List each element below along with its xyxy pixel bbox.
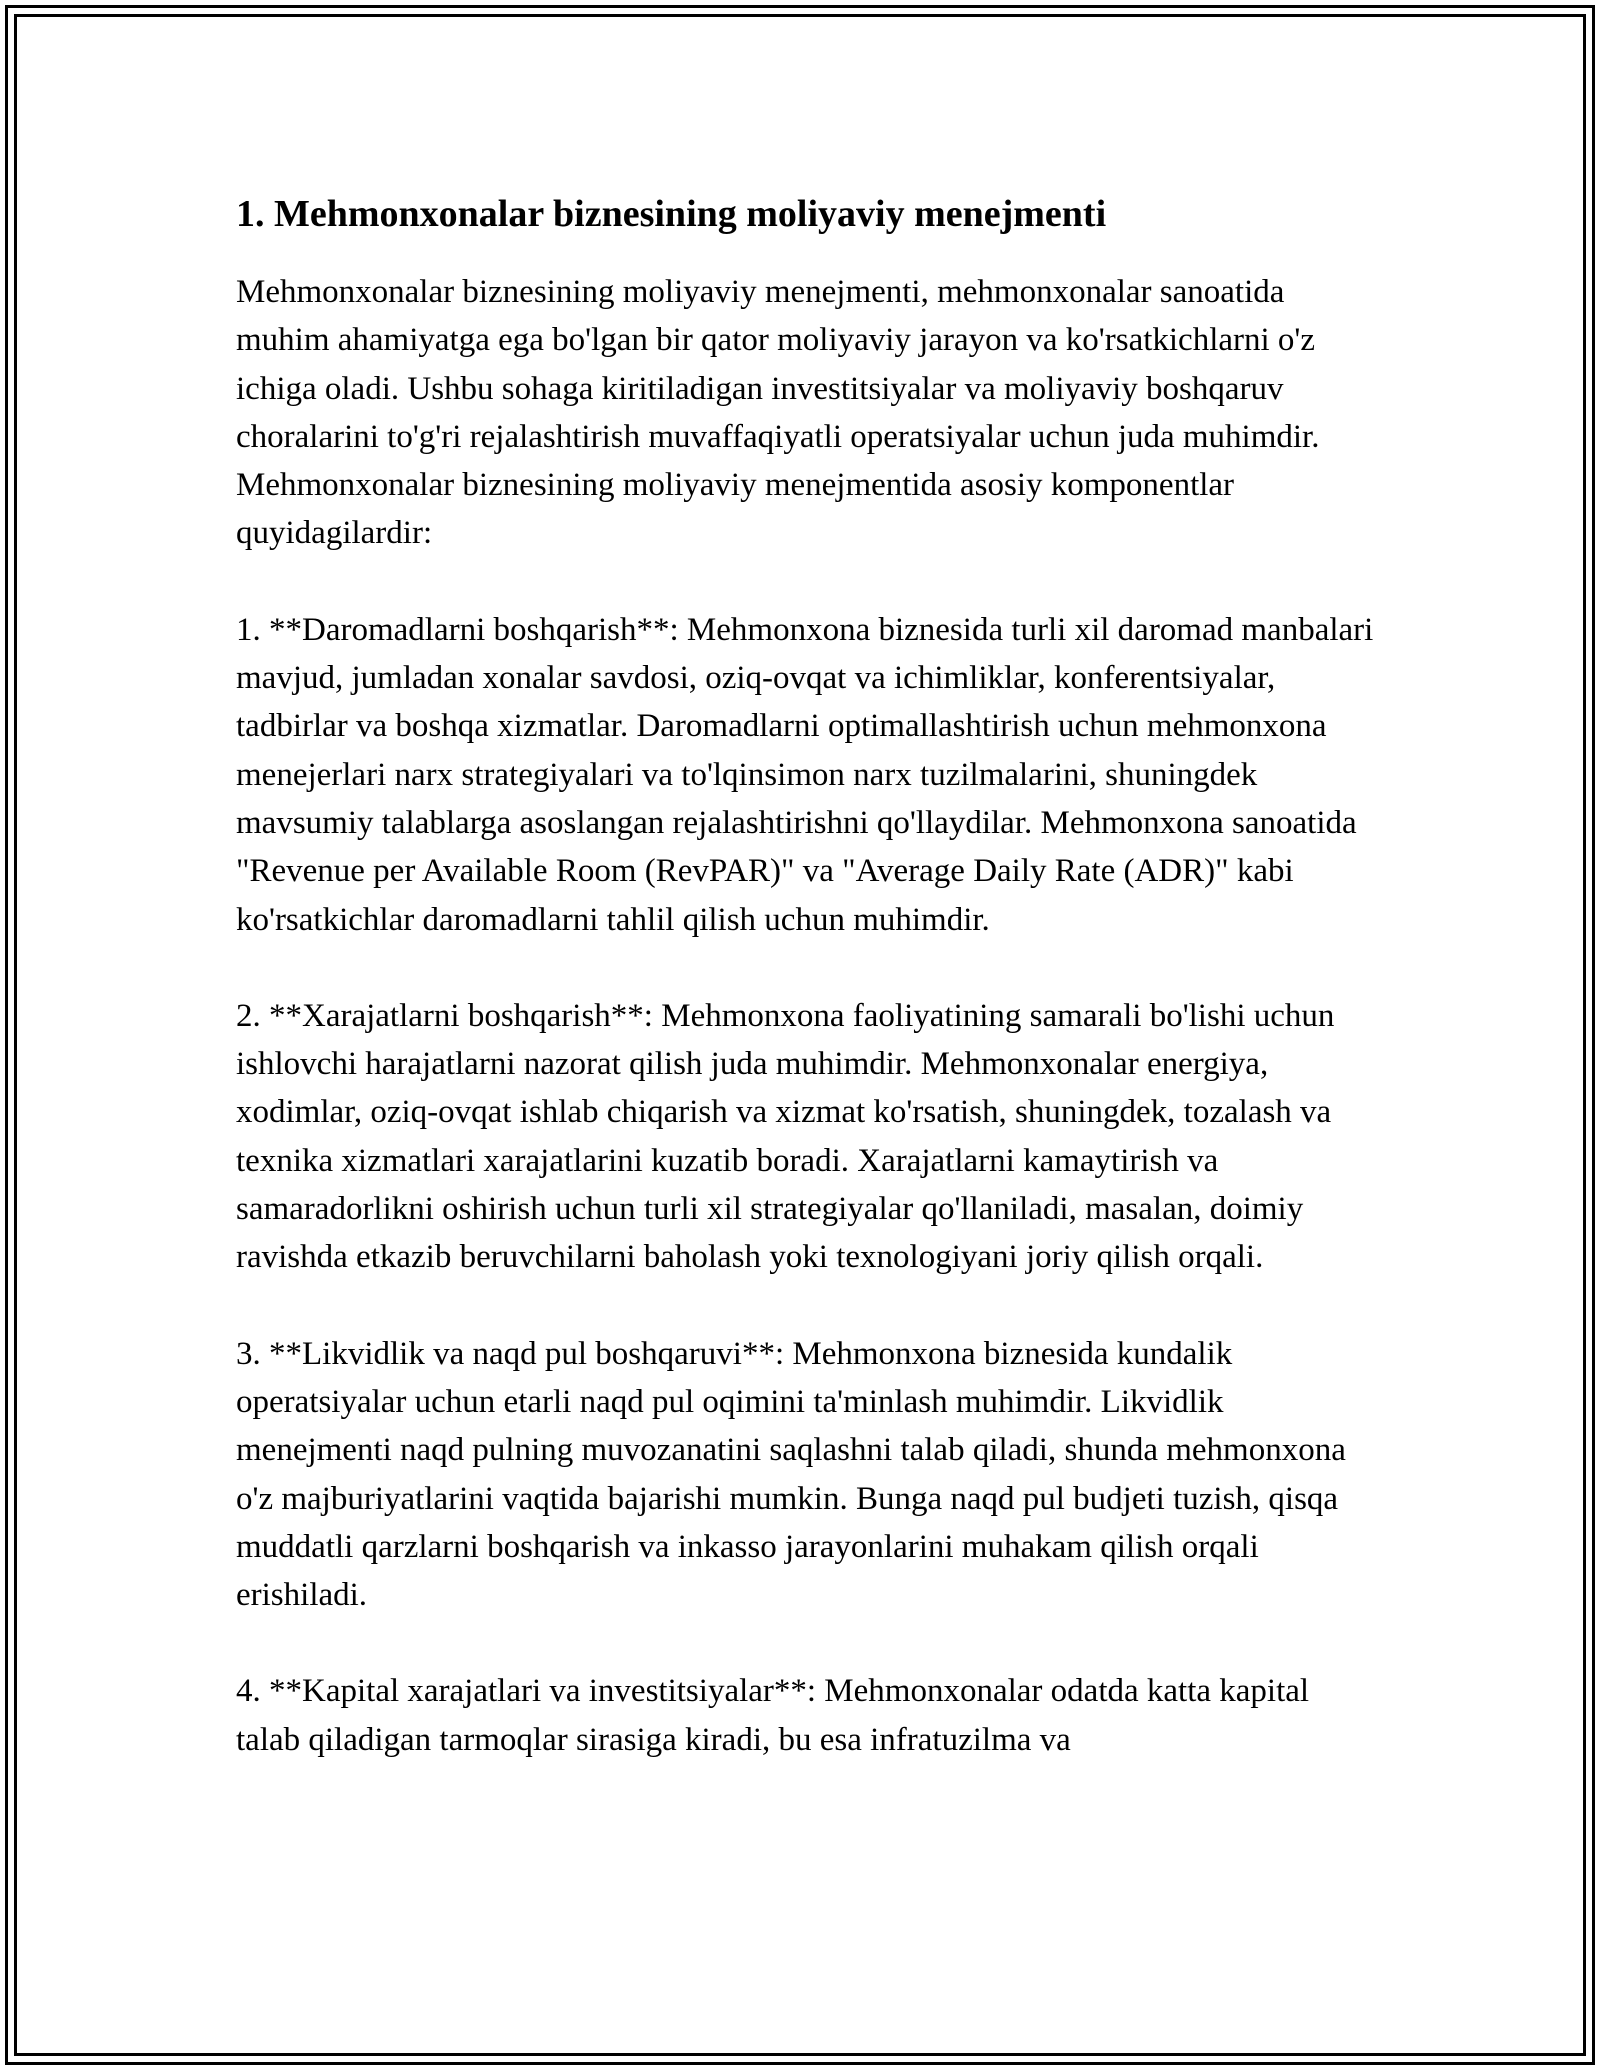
intro-paragraph: Mehmonxonalar biznesining moliyaviy menejmenti, mehmonxonalar sanoatida muhim ahamiyatga ega bo'lgan bir qator moliyaviy jarayon va ko'rsatkichlarni o'z ichiga oladi. Ushbu sohaga kiritiladigan investitsiyalar va moliyaviy boshqaruv choralarini to'g'ri rejalashtirish muvaffaqiyatli operatsiyalar uchun juda muhimdir. Mehmonxonalar biznesining moliyaviy menejmentida asosiy komponentlar quyidagilardir: xyxy=(236,274,1320,552)
list-item-revenue-management: 1. **Daromadlarni boshqarish**: Mehmonxona biznesida turli xil daromad manbalari mavjud, jumladan xonalar savdosi, oziq-ovqat va ichimliklar, konferentsiyalar, tadbirlar va boshqa xizmatlar. Daromadlarni optimallashtirish uchun mehmonxona menejerlari narx strategiyalari va to'lqinsimon narx tuzilmalarini, shuningdek mavsumiy talablarga asoslangan rejalashtirishni qo'llaydilar. Mehmonxona sanoatida "Revenue per Available Room (RevPAR)" va "Average Daily Rate (ADR)" kabi ko'rsatkichlar daromadlarni tahlil qilish uchun muhimdir. xyxy=(236,611,1374,938)
list-item-capital-expenditure: 4. **Kapital xarajatlari va investitsiyalar**: Mehmonxonalar odatda katta kapital talab qiladigan tarmoqlar sirasiga kiradi, bu esa infratuzilma va xyxy=(236,1673,1310,1758)
document-body xyxy=(236,186,1376,1764)
list-item-liquidity-management: 3. **Likvidlik va naqd pul boshqaruvi**: Mehmonxona biznesida kundalik operatsiyalar uchun etarli naqd pul oqimini ta'minlash muhimdir. Likvidlik menejmenti naqd pulning muvozanatini saqlashni talab qiladi, shunda mehmonxona o'z majburiyatlarini vaqtida bajarishi mumkin. Bunga naqd pul budjeti tuzish, qisqa muddatli qarzlarni boshqarish va inkasso jarayonlarini muhakam qilish orqali erishiladi. xyxy=(236,1335,1346,1614)
list-item-cost-management: 2. **Xarajatlarni boshqarish**: Mehmonxona faoliyatining samarali bo'lishi uchun ishlovchi harajatlarni nazorat qilish juda muhimdir. Mehmonxonalar energiya, xodimlar, oziq-ovqat ishlab chiqarish va xizmat ko'rsatish, shuningdek, tozalash va texnika xizmatlari xarajatlarini kuzatib boradi. Xarajatlarni kamaytirish va samaradorlikni oshirish uchun turli xil strategiyalar qo'llaniladi, masalan, doimiy ravishda etkazib beruvchilarni baholash yoki texnologiyani joriy qilish orqali. xyxy=(236,997,1335,1276)
section-heading: 1. Mehmonxonalar biznesining moliyaviy menejmenti xyxy=(236,193,1107,235)
